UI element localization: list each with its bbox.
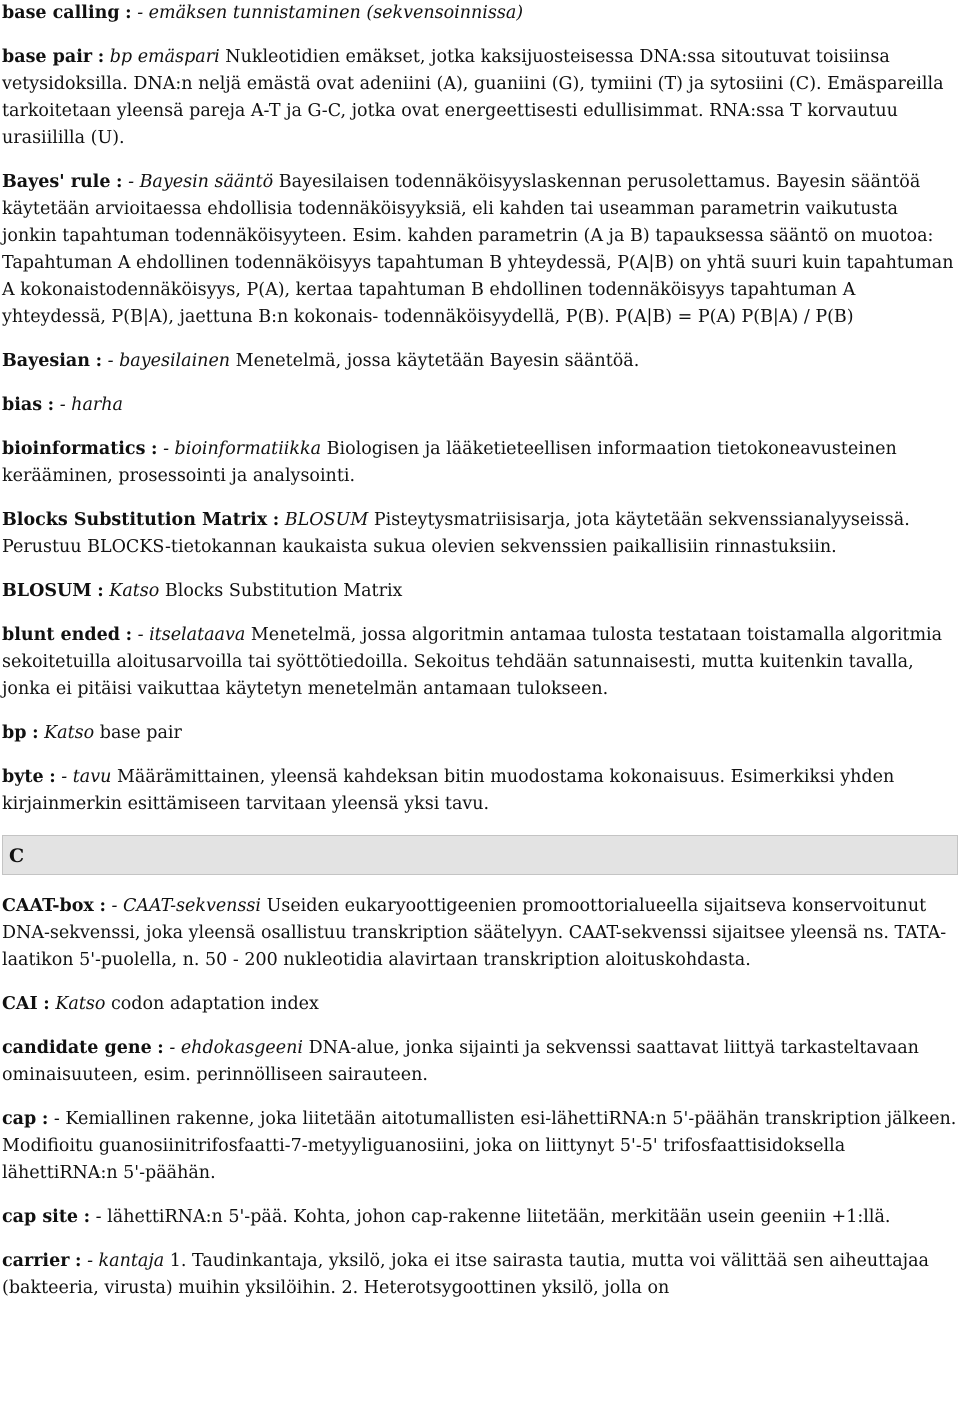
entry-translation: - itselataava	[137, 625, 246, 645]
entry-definition: Blocks Substitution Matrix	[164, 581, 403, 601]
entry-term: Bayes' rule	[2, 172, 111, 192]
entry-term: bp	[2, 723, 27, 743]
glossary-entry	[2, 764, 958, 818]
entry-term: cap site	[2, 1207, 79, 1227]
entry-term: byte	[2, 767, 44, 787]
entry-translation: - bayesilainen	[107, 351, 231, 371]
entry-translation: Katso	[44, 723, 95, 743]
entry-separator: :	[125, 3, 132, 23]
entry-definition: Pisteytysmatriisisarja, jota käytetään sekvenssianalyyseissä. Perustuu BLOCKS-tietokannan kaukaista sukua olevien sekvenssien paikallisiin rinnastuksiin.	[2, 510, 910, 557]
entry-translation: - bioinformatiikka	[163, 439, 322, 459]
entry-term: base pair	[2, 47, 93, 67]
entry-term: BLOSUM	[2, 581, 92, 601]
glossary-entry	[2, 1106, 958, 1187]
entry-translation: Katso	[55, 994, 106, 1014]
entry-translation: - harha	[59, 395, 123, 415]
entry-definition: lähettiRNA:n 5'-pää. Kohta, johon cap-rakenne liitetään, merkitään usein geeniin +1:llä.	[107, 1207, 891, 1227]
entry-separator: :	[75, 1251, 82, 1271]
entry-separator: :	[47, 395, 55, 415]
entry-separator: :	[32, 723, 39, 743]
entry-separator: :	[49, 767, 56, 787]
entry-term: carrier	[2, 1251, 70, 1271]
glossary-section-b	[2, 0, 958, 818]
glossary-entry	[2, 44, 958, 152]
glossary-entry	[2, 392, 958, 419]
entry-term: candidate gene	[2, 1038, 152, 1058]
entry-term: blunt ended	[2, 625, 120, 645]
glossary-entry	[2, 169, 958, 331]
entry-translation: - Bayesin sääntö	[128, 172, 274, 192]
entry-definition: DNA-alue, jonka sijainti ja sekvenssi saattavat liittyä tarkasteltavaan ominaisuuteen, esim. perinnölliseen sairauteen.	[2, 1038, 919, 1085]
entry-translation: -	[53, 1109, 60, 1129]
entry-definition: Menetelmä, jossa algoritmin antamaa tulosta testataan toistamalla algoritmia sekoitetuilla aloitusarvoilla tai syöttötiedoilla. Sekoitus tehdään satunnaisesti, mutta kuitenkin tavalla, jonka ei pitäisi vaikuttaa käytetyn menetelmän antamaan tulokseen.	[2, 625, 943, 699]
entry-definition: Useiden eukaryoottigeenien promoottorialueella sijaitseva konservoitunut DNA-sekvenssi, joka yleensä osallistuu transkription säätelyyn. CAAT-sekvenssi sijaitsee yleensä ns. TATA-laatikon 5'-puolella, n. 50 - 200 nukleotidia alavirtaan transkription aloituskohdasta.	[2, 896, 947, 970]
glossary-entry	[2, 720, 958, 747]
entry-translation: -	[95, 1207, 102, 1227]
entry-separator: :	[95, 351, 103, 371]
entry-definition: 1. Taudinkantaja, yksilö, joka ei itse sairasta tautia, mutta voi välittää sen aiheuttajaa (bakteeria, virusta) muihin yksilöihin. 2. Heterotsygoottinen yksilö, jolla on	[2, 1251, 929, 1298]
glossary-entry	[2, 1035, 958, 1089]
entry-separator: :	[83, 1207, 91, 1227]
entry-term: Blocks Substitution Matrix	[2, 510, 268, 530]
entry-definition: Bayesilaisen todennäköisyyslaskennan perusolettamus. Bayesin sääntöä käytetään arvioitaessa ehdollisia todennäköisyyksiä, eli kahden tai useamman parametrin vaikutusta jonkin tapahtuman todennäköisyyteen. Esim. kahden parametrin (A ja B) tapauksessa sääntö on muotoa: Tapahtuman A ehdollinen todennäköisyys tapahtuman B yhteydessä, P(A|B) on yhtä suuri kuin tapahtuman A kokonaistodennäköisyys, P(A), kertaa tapahtuman B ehdollinen todennäköisyys tapahtuman A yhteydessä, P(B|A), jaettuna B:n kokonais- todennäköisyydellä, P(B). P(A|B) = P(A) P(B|A) / P(B)	[2, 172, 954, 327]
glossary-entry	[2, 622, 958, 703]
entry-translation: BLOSUM	[284, 510, 369, 530]
entry-definition: Menetelmä, jossa käytetään Bayesin sääntöä.	[235, 351, 640, 371]
glossary-entry	[2, 507, 958, 561]
entry-separator: :	[99, 896, 106, 916]
section-heading-c: C	[2, 835, 958, 875]
entry-definition: Määrämittainen, yleensä kahdeksan bitin muodostama kokonaisuus. Esimerkiksi yhden kirjainmerkin esittämiseen tarvitaan yleensä yksi tavu.	[2, 767, 895, 814]
entry-translation: bp emäspari	[109, 47, 220, 67]
entry-term: CAI	[2, 994, 38, 1014]
entry-definition: Kemiallinen rakenne, joka liitetään aitotumallisten esi-lähettiRNA:n 5'-päähän transkription jälkeen. Modifioitu guanosiinitrifosfaatti-7-metyyliguanosiini, joka on liittynyt 5'-5' trifosfaattisidoksella lähettiRNA:n 5'-päähän.	[2, 1109, 957, 1183]
entry-definition: codon adaptation index	[110, 994, 319, 1014]
glossary-entry	[2, 0, 958, 27]
entry-separator: :	[97, 581, 104, 601]
entry-translation: - tavu	[61, 767, 112, 787]
entry-term: bioinformatics	[2, 439, 146, 459]
glossary-entry	[2, 348, 958, 375]
entry-separator: :	[125, 625, 133, 645]
glossary-entry	[2, 1204, 958, 1231]
entry-separator: :	[157, 1038, 164, 1058]
entry-translation: - CAAT-sekvenssi	[111, 896, 262, 916]
entry-separator: :	[43, 994, 50, 1014]
entry-separator: :	[97, 47, 105, 67]
entry-translation: - emäksen tunnistaminen (sekvensoinnissa)	[137, 3, 524, 23]
glossary-entry	[2, 1248, 958, 1302]
glossary-entry	[2, 991, 958, 1018]
glossary-entry	[2, 893, 958, 974]
entry-separator: :	[116, 172, 123, 192]
entry-translation: Katso	[109, 581, 160, 601]
entry-translation: - ehdokasgeeni	[169, 1038, 303, 1058]
entry-term: CAAT-box	[2, 896, 94, 916]
entry-definition: Biologisen ja lääketieteellisen informaation tietokoneavusteinen kerääminen, prosessointi ja analysointi.	[2, 439, 897, 486]
entry-separator: :	[151, 439, 158, 459]
entry-term: cap	[2, 1109, 37, 1129]
entry-definition: Nukleotidien emäkset, jotka kaksijuosteisessa DNA:ssa sitoutuvat toisiinsa vetysidoksilla. DNA:n neljä emästä ovat adeniini (A), guaniini (G), tymiini (T) ja sytosiini (C). Emäspareilla tarkoitetaan yleensä pareja A-T ja G-C, jotka ovat energeettisesti edullisimmat. RNA:ssa T korvautuu urasiililla (U).	[2, 47, 944, 148]
entry-separator: :	[272, 510, 280, 530]
entry-term: base calling	[2, 3, 120, 23]
entry-translation: - kantaja	[87, 1251, 165, 1271]
glossary-section-c	[2, 893, 958, 1302]
entry-separator: :	[41, 1109, 49, 1129]
glossary-entry	[2, 436, 958, 490]
entry-definition: base pair	[99, 723, 182, 743]
entry-term: bias	[2, 395, 43, 415]
entry-term: Bayesian	[2, 351, 90, 371]
glossary-entry	[2, 578, 958, 605]
